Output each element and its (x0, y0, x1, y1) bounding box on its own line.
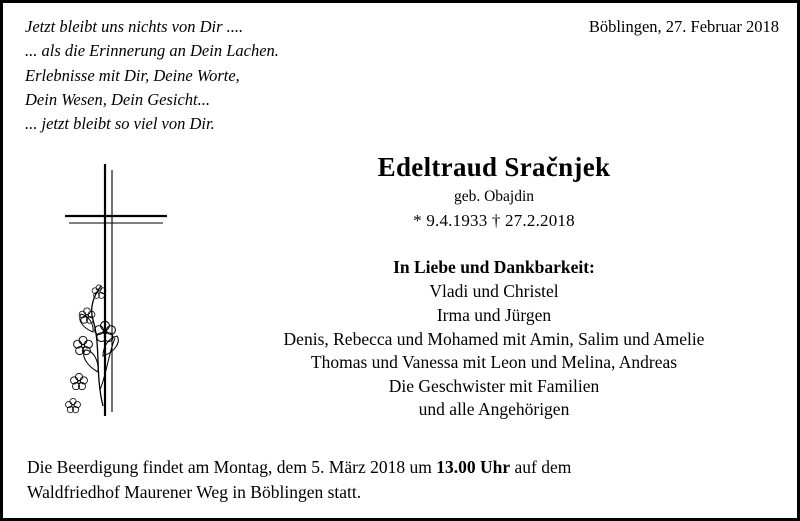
deceased-maiden-name: geb. Obajdin (453, 188, 535, 206)
dedication-heading: In Liebe und Dankbarkeit: (393, 257, 595, 278)
deceased-name: Edeltraud Sračnjek (377, 152, 611, 183)
mourner-line: und alle Angehörigen (418, 399, 570, 420)
funeral-line-2: Waldfriedhof Maurener Weg in Böblingen statt. (27, 481, 362, 502)
poem-line: ... als die Erinnerung an Dein Lachen. (25, 41, 279, 61)
mourner-line: Die Geschwister mit Familien (388, 375, 600, 396)
poem-line: Jetzt bleibt uns nichts von Dir .... (25, 17, 244, 36)
poem-block (25, 15, 279, 136)
cross-with-flowers-icon (43, 160, 193, 420)
deceased-dates: * 9.4.1933 † 27.2.2018 (413, 211, 575, 231)
mourner-line: Thomas und Vanessa mit Leon und Melina, Andreas (310, 352, 678, 373)
poem-line: Erlebnisse mit Dir, Deine Worte, (25, 65, 240, 85)
mourner-line: Denis, Rebecca und Mohamed mit Amin, Salim und Amelie (283, 328, 705, 349)
funeral-text-after-time: auf dem (510, 457, 572, 477)
deceased-block (203, 152, 797, 422)
funeral-time: 13.00 Uhr (436, 457, 511, 477)
funeral-line-1 (27, 455, 773, 480)
mourners-list (203, 280, 785, 422)
mourner-line: Irma und Jürgen (436, 304, 552, 325)
poem-line: ... jetzt bleibt so viel von Dir. (25, 114, 215, 133)
main-content (3, 152, 797, 422)
funeral-details (3, 455, 797, 504)
mourner-line: Vladi und Christel (429, 281, 559, 302)
header-row (3, 3, 797, 136)
poem-line: Dein Wesen, Dein Gesicht... (25, 89, 210, 109)
place-and-date: Böblingen, 27. Februar 2018 (588, 17, 779, 36)
funeral-text-before-time: Die Beerdigung findet am Montag, dem 5. März 2018 um (27, 457, 437, 477)
